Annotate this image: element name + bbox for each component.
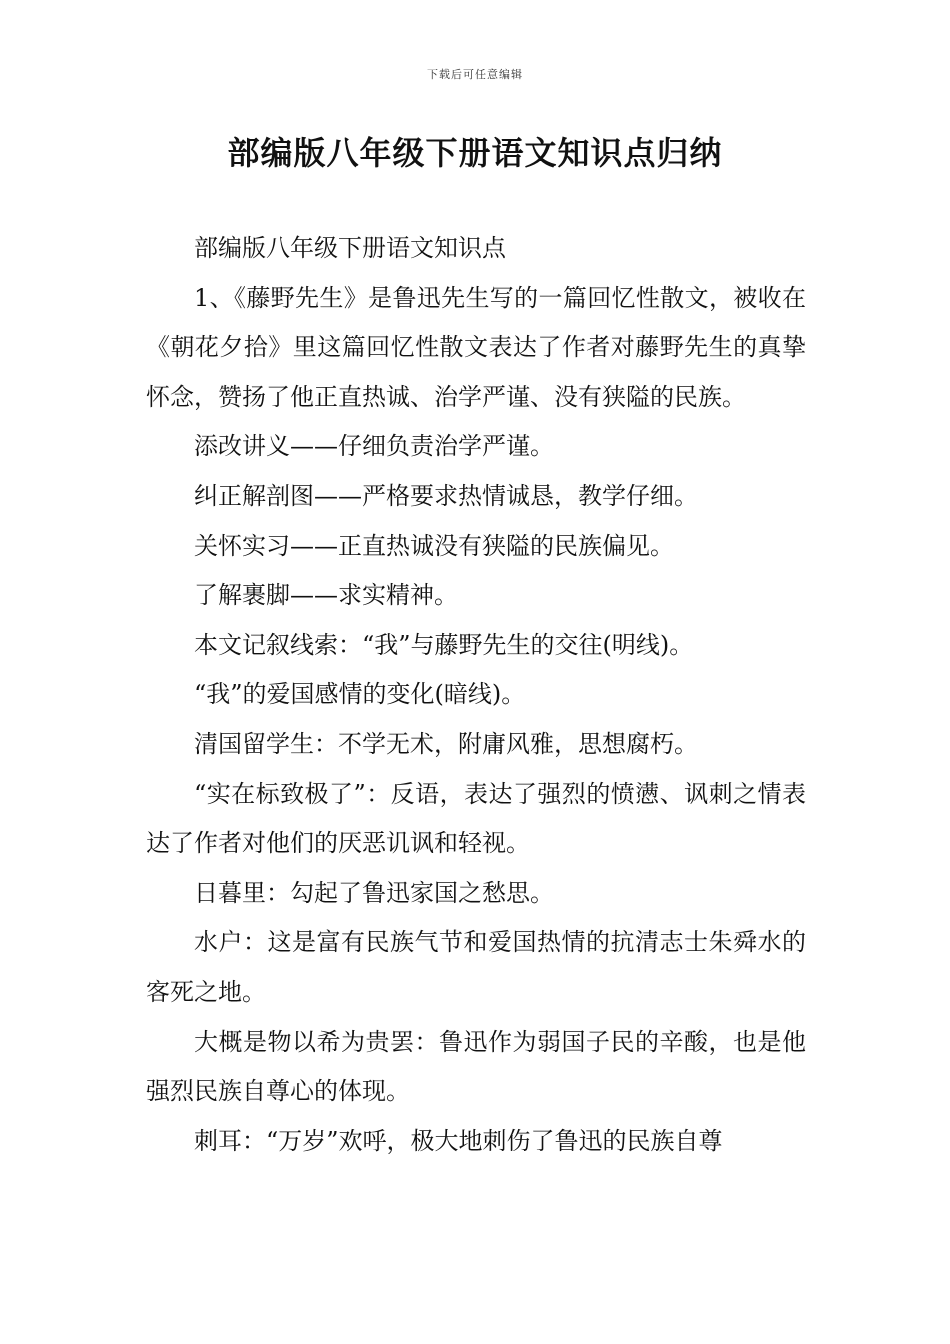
paragraph: 添改讲义——仔细负责治学严谨。 xyxy=(194,432,554,461)
paragraph: 纠正解剖图——严格要求热情诚恳，教学仔细。 xyxy=(194,481,698,510)
paragraph: 刺耳：“万岁”欢呼，极大地刺伤了鲁迅的民族自尊 xyxy=(194,1126,723,1155)
paragraph: “我”的爱国感情的变化(暗线)。 xyxy=(194,680,526,709)
paragraph-item-1: 1、《藤野先生》是鲁迅先生写的一篇回忆性散文，被收在《朝花夕拾》里这篇回忆性散文表达了作者对藤野先生的真挚怀念，赞扬了他正直热诚、治学严谨、没有狭隘的民族。 xyxy=(146,283,806,411)
header-note: 下载后可任意编辑 xyxy=(427,68,523,81)
paragraph: 关怀实习——正直热诚没有狭隘的民族偏见。 xyxy=(194,531,674,560)
paragraph: 清国留学生：不学无术，附庸风雅，思想腐朽。 xyxy=(194,729,698,758)
paragraph: 水户：这是富有民族气节和爱国热情的抗清志士朱舜水的客死之地。 xyxy=(146,928,806,1006)
paragraph: 了解裹脚——求实精神。 xyxy=(194,581,458,610)
paragraph: “实在标致极了”：反语，表达了强烈的愤懑、讽刺之情表达了作者对他们的厌恶讥讽和轻视。 xyxy=(146,779,806,858)
paragraph: 大概是物以希为贵罢：鲁迅作为弱国子民的辛酸，也是他强烈民族自尊心的体现。 xyxy=(146,1027,806,1106)
document-title: 部编版八年级下册语文知识点归纳 xyxy=(227,134,723,172)
paragraph: 本文记叙线索：“我”与藤野先生的交往(明线)。 xyxy=(194,630,694,659)
document-body xyxy=(146,224,806,1166)
paragraph: 日暮里：勾起了鲁迅家国之愁思。 xyxy=(194,878,554,907)
paragraph-subtitle: 部编版八年级下册语文知识点 xyxy=(194,234,506,262)
